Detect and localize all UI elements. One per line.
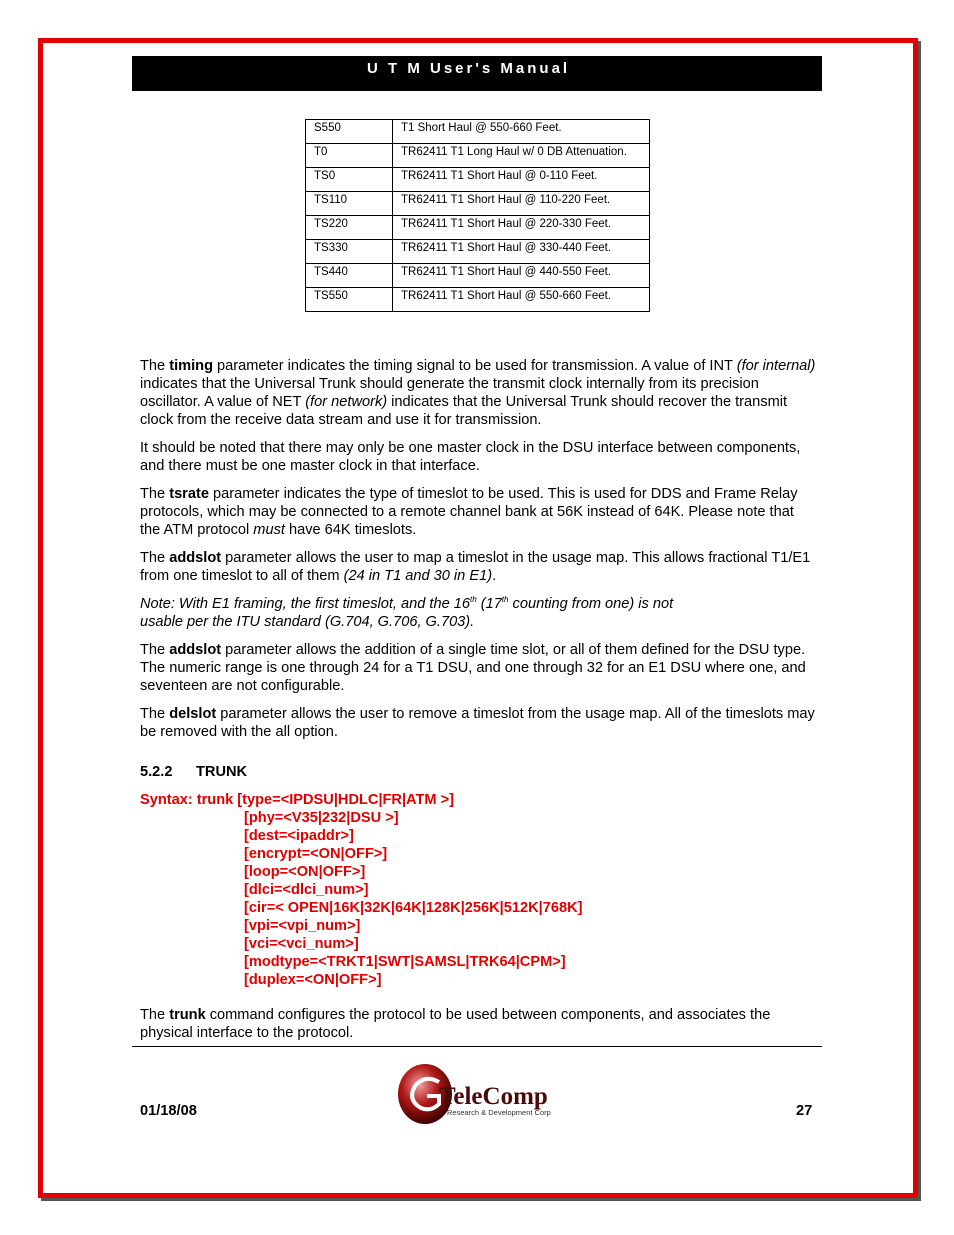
tsrate-paragraph: The tsrate parameter indicates the type of timeslot to be used. This is used for DDS and Frame Relay protocols, which may be connected to a remote channel bank at 56K instead of 64K. Please note that the ATM protocol must have 64K timeslots. bbox=[140, 486, 798, 538]
table-row bbox=[306, 240, 650, 264]
syntax-option-line: [vci=<vci_num>] bbox=[244, 936, 359, 952]
logo-tagline: Research & Development Corp bbox=[447, 1108, 551, 1117]
telecomp-logo bbox=[395, 1058, 575, 1130]
delslot-paragraph: The delslot parameter allows the user to remove a timeslot from the usage map. All of the timeslots may be removed with the all option. bbox=[140, 706, 815, 740]
table-row bbox=[306, 192, 650, 216]
footer-rule bbox=[132, 1046, 822, 1047]
code-cell: S550 bbox=[306, 120, 393, 144]
syntax-option-line: [encrypt=<ON|OFF>] bbox=[244, 846, 388, 862]
term-delslot: delslot bbox=[169, 706, 217, 722]
code-cell: TS220 bbox=[306, 216, 393, 240]
section-number: 5.2.2 bbox=[140, 764, 173, 780]
master-clock-paragraph: It should be noted that there may only be one master clock in the DSU interface between components, and there must be one master clock in that interface. bbox=[140, 440, 801, 474]
timing-paragraph: The timing parameter indicates the timing signal to be used for transmission. A value of INT (for internal) indicates that the Universal Trunk should generate the transmit clock internally from its precision oscillator. A value of NET (for network) indicates that the Universal Trunk should recover the transmit clock from the receive data stream and use it for transmission. bbox=[140, 358, 816, 428]
trunk-syntax-block bbox=[140, 791, 818, 989]
table-row bbox=[306, 288, 650, 312]
description-cell: TR62411 T1 Short Haul @ 550-660 Feet. bbox=[393, 288, 650, 312]
term-addslot: addslot bbox=[169, 642, 222, 658]
code-cell: TS550 bbox=[306, 288, 393, 312]
term-tsrate: tsrate bbox=[169, 486, 209, 502]
section-title: TRUNK bbox=[196, 764, 248, 780]
addslot-paragraph-1: The addslot parameter allows the user to map a timeslot in the usage map. This allows fractional T1/E1 from one timeslot to all of them (24 in T1 and 30 in E1). bbox=[140, 550, 811, 584]
table-row bbox=[306, 144, 650, 168]
header-title: U T M User's Manual bbox=[367, 60, 571, 77]
code-cell: T0 bbox=[306, 144, 393, 168]
footer-date: 01/18/08 bbox=[140, 1103, 197, 1119]
section-heading bbox=[140, 763, 818, 781]
description-cell: TR62411 T1 Short Haul @ 0-110 Feet. bbox=[393, 168, 650, 192]
description-cell: TR62411 T1 Short Haul @ 220-330 Feet. bbox=[393, 216, 650, 240]
body-text bbox=[140, 357, 818, 1052]
term-timing: timing bbox=[169, 358, 213, 374]
term-addslot: addslot bbox=[169, 550, 222, 566]
syntax-option-line: [vpi=<vpi_num>] bbox=[244, 918, 361, 934]
trunk-paragraph: The trunk command configures the protocol to be used between components, and associates the physical interface to the protocol. bbox=[140, 1007, 771, 1041]
code-cell: TS110 bbox=[306, 192, 393, 216]
table-row bbox=[306, 216, 650, 240]
e1-framing-note: Note: With E1 framing, the first timeslot, and the 16th (17th counting from one) is not usable per the ITU standard (G.704, G.706, G.703). bbox=[140, 595, 674, 630]
page-number: 27 bbox=[796, 1103, 813, 1119]
table-row bbox=[306, 120, 650, 144]
syntax-option-line: [loop=<ON|OFF>] bbox=[244, 864, 366, 880]
description-cell: T1 Short Haul @ 550-660 Feet. bbox=[393, 120, 650, 144]
syntax-option-line: [duplex=<ON|OFF>] bbox=[244, 972, 382, 988]
line-build-out-table bbox=[305, 119, 650, 312]
syntax-option-line: [dest=<ipaddr>] bbox=[244, 828, 354, 844]
syntax-option-line: [phy=<V35|232|DSU >] bbox=[244, 810, 399, 826]
code-cell: TS330 bbox=[306, 240, 393, 264]
syntax-option-line: [dlci=<dlci_num>] bbox=[244, 882, 369, 898]
syntax-option-line: [modtype=<TRKT1|SWT|SAMSL|TRK64|CPM>] bbox=[244, 954, 566, 970]
description-cell: TR62411 T1 Long Haul w/ 0 DB Attenuation. bbox=[393, 144, 650, 168]
logo-wordmark: TeleComp bbox=[439, 1083, 548, 1110]
syntax-option-line: [cir=< OPEN|16K|32K|64K|128K|256K|512K|768K] bbox=[244, 900, 583, 916]
table-row bbox=[306, 264, 650, 288]
code-cell: TS0 bbox=[306, 168, 393, 192]
description-cell: TR62411 T1 Short Haul @ 440-550 Feet. bbox=[393, 264, 650, 288]
term-trunk: trunk bbox=[169, 1007, 206, 1023]
addslot-paragraph-2: The addslot parameter allows the addition of a single time slot, or all of them defined for the DSU type. The numeric range is one through 24 for a T1 DSU, and one through 32 for an E1 DSU where one, and seventeen are not configurable. bbox=[140, 642, 806, 694]
code-cell: TS440 bbox=[306, 264, 393, 288]
table-row bbox=[306, 168, 650, 192]
page-header bbox=[132, 56, 822, 91]
syntax-first-line: Syntax: trunk [type=<IPDSU|HDLC|FR|ATM >] bbox=[140, 792, 455, 808]
description-cell: TR62411 T1 Short Haul @ 330-440 Feet. bbox=[393, 240, 650, 264]
description-cell: TR62411 T1 Short Haul @ 110-220 Feet. bbox=[393, 192, 650, 216]
